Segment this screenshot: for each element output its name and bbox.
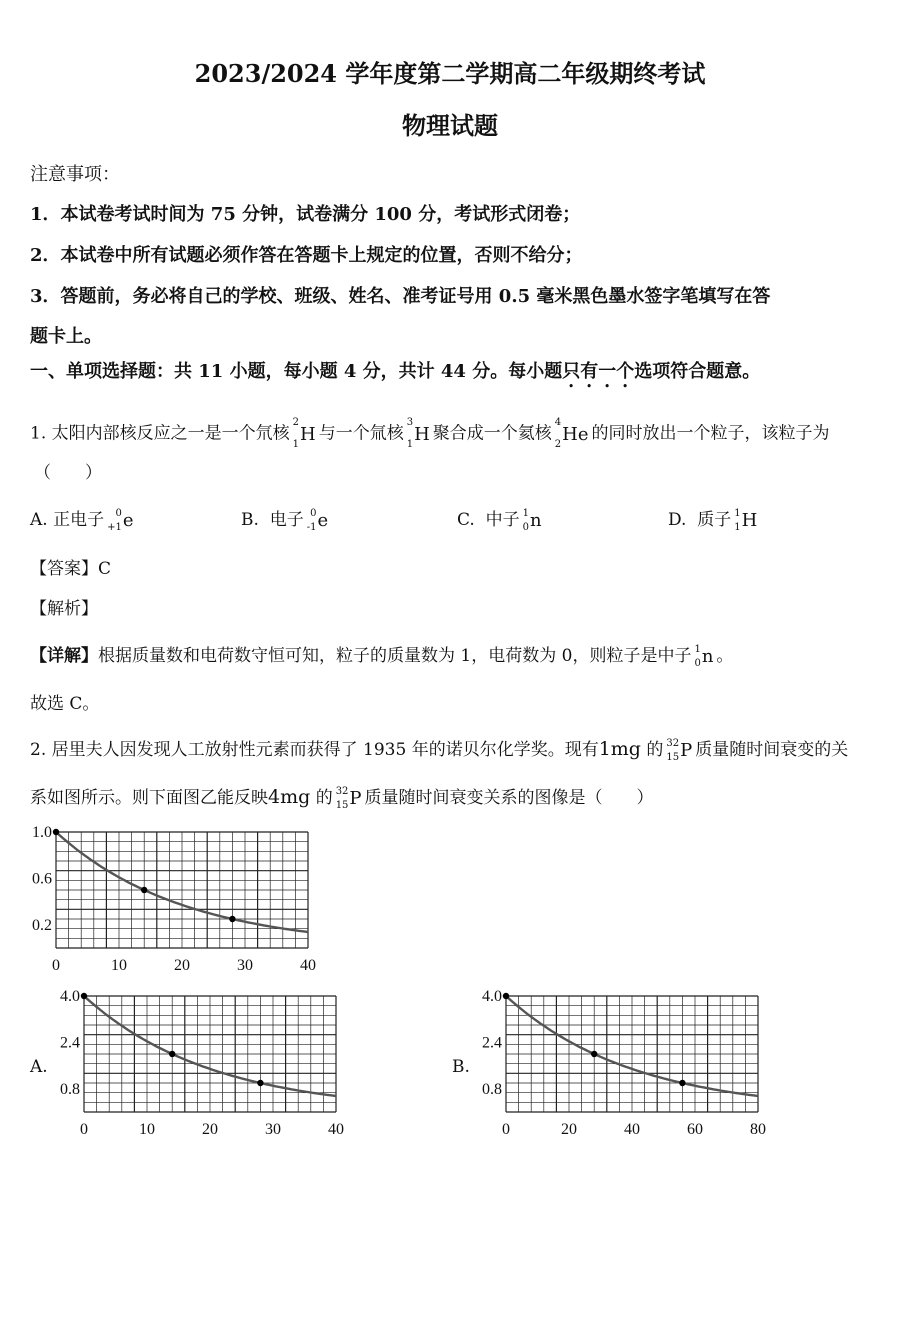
charge-number: 15 [666, 751, 680, 763]
decay-chart-option-b-svg [472, 986, 772, 1146]
nuclide-symbol: H [300, 423, 316, 445]
notice-item-2: 2．本试卷中所有试题必须作答在答题卡上规定的位置，否则不给分； [30, 245, 583, 266]
x-tick-label: 80 [750, 1121, 766, 1138]
option-text: 质子 [697, 510, 732, 530]
q1-option-d[interactable] [668, 505, 760, 535]
mass-number: 1 [694, 643, 701, 655]
q2-mass: 1mg [598, 738, 641, 760]
nuclide-tritium [407, 412, 430, 456]
q2-text: 质量随时间衰变的关 [695, 740, 849, 760]
charge-number: 1 [406, 439, 414, 450]
q1-conclusion: 故选 C。 [30, 694, 100, 714]
nuclide-phosphorus-32 [336, 785, 362, 813]
detail-end: 。 [716, 646, 734, 666]
mass-number: 4 [554, 417, 562, 428]
nuclide-symbol: e [317, 510, 329, 531]
x-tick-label: 60 [687, 1121, 703, 1138]
y-tick-label: 4.0 [482, 988, 502, 1005]
mass-number: 0 [310, 507, 317, 519]
y-tick-label: 0.8 [482, 1080, 502, 1098]
x-tick-label: 40 [328, 1121, 344, 1138]
x-tick-label: 10 [139, 1121, 155, 1138]
q2-mass: 4mg [268, 786, 311, 808]
decay-chart-option-b[interactable] [472, 986, 772, 1146]
detail-text: 根据质量数和电荷数守恒可知，粒子的质量数为 1，电荷数为 0，则粒子是中子 [98, 646, 692, 666]
option-text: 正电子 [53, 510, 105, 530]
x-tick-label: 0 [52, 957, 60, 974]
y-tick-label: 0.2 [32, 916, 52, 934]
q2-text: 系如图所示。则下面图乙能反映 [30, 788, 268, 808]
option-letter: C. [457, 510, 475, 530]
q1-answer: 【答案】C [30, 559, 112, 579]
data-point [679, 1080, 685, 1086]
q2-stem-line1 [30, 735, 848, 765]
q2-option-b-label[interactable]: B. [452, 1057, 470, 1077]
nuclide-neutron [523, 507, 542, 535]
q1-option-c[interactable] [457, 505, 545, 535]
nuclide-symbol: H [741, 510, 758, 531]
nuclide-helium [555, 412, 589, 456]
option-letter: B. [241, 510, 259, 530]
data-point [257, 1080, 263, 1086]
charge-number: 2 [554, 439, 562, 450]
x-tick-label: 20 [174, 957, 190, 974]
exam-title: 2023/2024 学年度第二学期高二年级期终考试 [194, 59, 706, 88]
notice-item-1: 1．本试卷考试时间为 75 分钟，试卷满分 100 分，考试形式闭卷； [30, 204, 581, 225]
mass-number: 32 [666, 737, 680, 749]
nuclide-phosphorus-32 [666, 737, 692, 765]
section-heading-tail: 选项符合题意。 [634, 361, 761, 382]
y-tick-label: 2.4 [60, 1034, 80, 1052]
mass-number: 1 [734, 507, 741, 519]
y-tick-label: 2.4 [482, 1034, 502, 1052]
nuclide-positron [107, 507, 133, 535]
q1-stem-part: 1. 太阳内部核反应之一是一个氘核 [30, 423, 290, 444]
charge-number: 1 [734, 521, 741, 533]
x-tick-label: 30 [265, 1121, 281, 1138]
y-tick-label: 0.6 [32, 870, 52, 888]
notice-item-3-cont: 题卡上。 [30, 326, 102, 347]
nuclide-proton [734, 507, 757, 535]
q1-paren: （ ） [34, 463, 102, 483]
notice-item-3: 3．答题前，务必将自己的学校、班级、姓名、准考证号用 0.5 毫米黑色墨水签字笔填写在答 [30, 286, 771, 307]
mass-number: 0 [115, 507, 122, 519]
q1-option-b[interactable] [241, 505, 331, 535]
q2-text: 质量随时间衰变关系的图像是（ ） [364, 788, 654, 808]
detail-label: 【详解】 [30, 646, 98, 666]
data-point [53, 829, 59, 835]
charge-number: 0 [694, 657, 701, 669]
nuclide-symbol: n [701, 646, 714, 667]
nuclide-symbol: n [530, 510, 542, 531]
x-tick-label: 40 [624, 1121, 640, 1138]
q2-text: 的 [646, 740, 664, 760]
charge-number: 0 [522, 521, 529, 533]
mass-number: 2 [292, 417, 299, 428]
nuclide-symbol: He [562, 423, 589, 445]
nuclide-symbol: P [680, 740, 693, 761]
x-tick-label: 20 [561, 1121, 577, 1138]
nuclide-symbol: H [414, 423, 430, 445]
section-heading [30, 357, 760, 392]
option-letter: D. [668, 510, 687, 530]
q2-stem-line2 [30, 783, 654, 813]
x-tick-label: 10 [111, 957, 127, 974]
data-point [81, 993, 87, 999]
decay-chart-reference-svg [22, 822, 322, 982]
nuclide-deuterium [293, 412, 316, 456]
data-point [229, 916, 235, 922]
q1-stem-part: 的同时放出一个粒子，该粒子为 [591, 423, 830, 444]
q1-stem [30, 412, 830, 456]
option-text: 中子 [485, 510, 520, 530]
nuclide-symbol: P [349, 788, 362, 809]
q2-text: 的 [315, 788, 333, 808]
q2-text: 2. 居里夫人因发现人工放射性元素而获得了 1935 年的诺贝尔化学奖。现有 [30, 740, 599, 760]
q2-option-a-label[interactable]: A. [30, 1057, 48, 1077]
mass-number: 32 [335, 785, 349, 797]
mass-number: 1 [522, 507, 529, 519]
option-letter: A. [30, 510, 48, 530]
q1-detail [30, 641, 733, 671]
x-tick-label: 0 [80, 1121, 88, 1138]
decay-chart-reference [22, 822, 322, 982]
nuclide-electron [307, 507, 328, 535]
charge-number: +1 [107, 521, 122, 533]
q1-option-a[interactable] [30, 505, 137, 535]
q1-stem-part: 与一个氚核 [318, 423, 404, 444]
x-tick-label: 30 [237, 957, 253, 974]
data-point [591, 1051, 597, 1057]
option-text: 电子 [269, 510, 304, 530]
nuclide-neutron [694, 643, 713, 671]
mass-number: 3 [406, 417, 414, 428]
charge-number: 15 [335, 799, 349, 811]
x-tick-label: 0 [502, 1121, 510, 1138]
decay-chart-option-a[interactable] [50, 986, 350, 1146]
x-tick-label: 20 [202, 1121, 218, 1138]
decay-chart-option-a-svg [50, 986, 350, 1146]
charge-number: -1 [306, 521, 317, 533]
nuclide-symbol: e [122, 510, 134, 531]
section-heading-emphasis: 只有一个 [562, 361, 635, 382]
q1-stem-part: 聚合成一个氦核 [432, 423, 552, 444]
data-point [141, 887, 147, 893]
data-point [169, 1051, 175, 1057]
exam-subject: 物理试题 [402, 111, 498, 140]
data-point [503, 993, 509, 999]
y-tick-label: 0.8 [60, 1080, 80, 1098]
q1-analysis-label: 【解析】 [30, 599, 98, 619]
x-tick-label: 40 [300, 957, 316, 974]
y-tick-label: 1.0 [32, 824, 52, 841]
charge-number: 1 [292, 439, 299, 450]
section-heading-text: 一、单项选择题：共 11 小题，每小题 4 分，共计 44 分。每小题 [30, 361, 563, 382]
notice-heading: 注意事项： [30, 164, 120, 185]
y-tick-label: 4.0 [60, 988, 80, 1005]
